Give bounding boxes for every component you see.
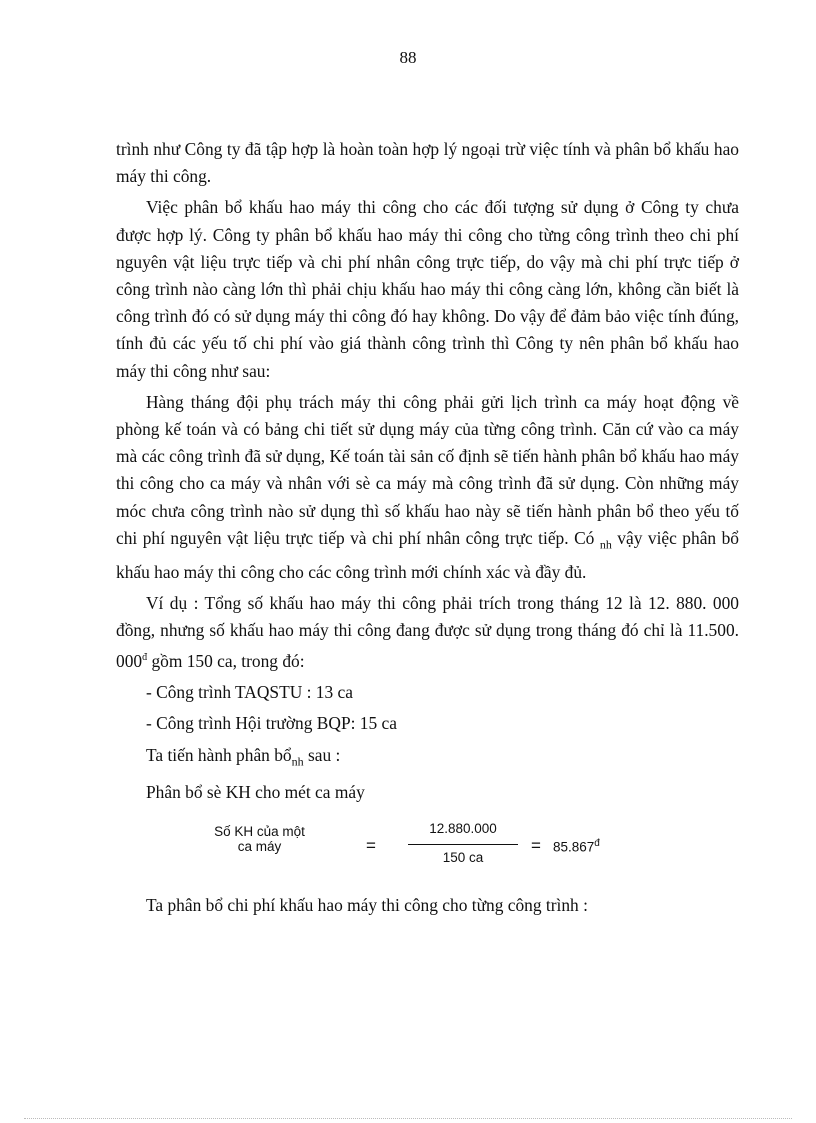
formula-result-value: 85.867: [553, 839, 595, 855]
formula-fraction-bar: [408, 844, 518, 845]
paragraph-5-text-a: Ta tiến hành phân bổ: [146, 744, 292, 765]
formula-lhs: [202, 824, 317, 854]
paragraph-5: [116, 742, 739, 776]
paragraph-4-sup: đ: [142, 652, 148, 664]
paragraph-3-nh: nh: [599, 537, 612, 552]
formula-numerator: 12.880.000: [429, 821, 497, 837]
paragraph-3: [116, 389, 739, 586]
paragraph-4: [116, 590, 739, 675]
paragraph-2: Việc phân bổ khấu hao máy thi công cho các đối tượng sử dụng ở Công ty chưa được hợp lý. Công ty phân bổ khấu hao máy thi công cho từng công trình theo chi phí nguyên vật liệu trực tiếp và chi phí nhân công trực tiếp, do vậy mà chi phí trực tiếp ở công trình nào càng lớn thì phải chịu khấu hao máy thi công càng lớn, không cần biết là công trình đó có sử dụng máy thi công đó hay không. Do vậy để đảm bảo việc tính đúng, tính đủ các yếu tố chi phí vào giá thành công trình thì Công ty nên phân bổ khấu hao máy thi công như sau:: [116, 197, 739, 381]
paragraph-3-text-b: vậy việc phân bổ khấu hao máy thi công cho các công trình mới chính xác và đầy đủ.: [116, 527, 739, 582]
page-number: 88: [399, 48, 417, 67]
formula-result-sup: đ: [594, 838, 600, 850]
paragraph-1: trình như Công ty đã tập hợp là hoàn toàn hợp lý ngoại trừ việc tính và phân bổ khấu hao máy thi công.: [116, 139, 739, 187]
formula-equals-2: =: [531, 836, 541, 856]
paragraph-3-text-a: Hàng tháng đội phụ trách máy thi công phải gửi lịch trình ca máy hoạt động về phòng kế toán và có bảng chi tiết sử dụng máy của từng công trình. Căn cứ vào ca máy mà các công trình đã sử dụng, Kế toán tài sản cố định sẽ tiến hành phân bổ khấu hao máy thi công cho ca máy và nhân với sè ca máy mà công trình đã sử dụng. Còn những máy móc chưa công trình nào sử dụng thì số khấu hao này sẽ tiến hành phân bổ theo yếu tố chi phí nguyên vật liệu trực tiếp và chi phí nhân công trực tiếp. Có: [116, 391, 739, 548]
paragraph-6: Phân bổ sè KH cho mét ca máy: [146, 782, 365, 803]
paragraph-5-nh: nh: [291, 754, 304, 768]
list-item-2: - Công trình Hội trường BQP: 15 ca: [146, 713, 397, 734]
formula-lhs-line2: ca máy: [237, 839, 282, 855]
formula: [116, 820, 739, 882]
paragraph-4-text-a: Ví dụ : Tổng số khấu hao máy thi công phải trích trong tháng 12 là 12. 880. 000 đồng, nhưng số khấu hao máy thi công đang được sử dụng trong tháng đó chỉ là 11.500. 000: [116, 592, 739, 671]
paragraph-5-text-b: sau :: [303, 744, 341, 765]
paragraph-7: Ta phân bổ chi phí khấu hao máy thi công cho từng công trình :: [146, 895, 588, 916]
formula-fraction: [408, 820, 518, 867]
formula-lhs-line1: Số KH của một: [214, 824, 305, 840]
body-text: [116, 136, 739, 924]
footer-rule: [24, 1118, 792, 1119]
formula-denominator: 150 ca: [442, 850, 484, 866]
list-item-1: - Công trình TAQSTU : 13 ca: [146, 682, 353, 703]
paragraph-4-text-b: gồm 150 ca, trong đó:: [147, 650, 305, 671]
formula-result: [553, 830, 600, 861]
formula-equals-1: =: [366, 836, 376, 856]
